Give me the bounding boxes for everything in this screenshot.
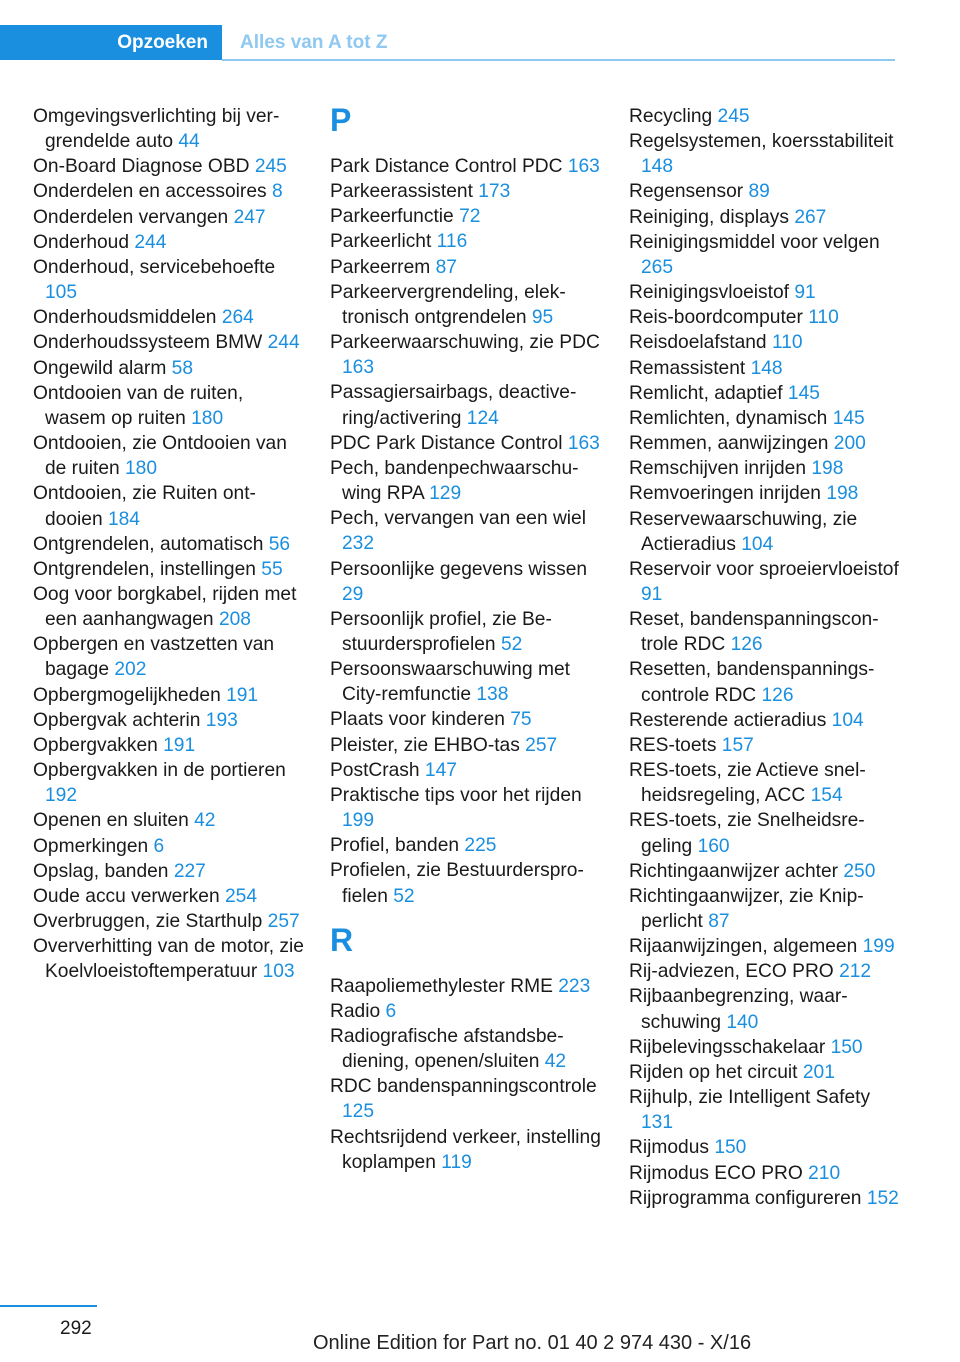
index-term: Opmerkingen bbox=[33, 835, 149, 857]
index-term: Ontdooien, zie Ruiten ontdooien bbox=[33, 483, 256, 530]
page-reference-link[interactable]: 244 bbox=[134, 231, 167, 253]
page-reference-link[interactable]: 116 bbox=[436, 231, 468, 253]
index-term: Ongewild alarm bbox=[33, 357, 167, 379]
page-reference-link[interactable]: 104 bbox=[741, 533, 774, 555]
index-entry bbox=[33, 582, 305, 632]
index-term: Remassistent bbox=[629, 357, 746, 379]
page-reference-link[interactable]: 180 bbox=[125, 458, 158, 480]
index-entry bbox=[629, 129, 901, 179]
index-term: Regelsystemen, koersstabiliteit bbox=[629, 131, 894, 153]
header-divider bbox=[222, 59, 895, 61]
index-entry bbox=[330, 380, 602, 430]
index-entry bbox=[330, 204, 602, 229]
index-term: Reservoir voor sproeiervloeistof bbox=[629, 558, 899, 580]
page-reference-link[interactable]: 44 bbox=[178, 131, 200, 153]
index-entry bbox=[629, 657, 901, 707]
index-term: Radio bbox=[330, 1000, 381, 1022]
page-reference-link[interactable]: 208 bbox=[218, 609, 251, 631]
index-term: Onderhoud, servicebehoefte bbox=[33, 256, 276, 278]
index-entry bbox=[330, 557, 602, 607]
page-reference-link[interactable]: 202 bbox=[114, 659, 147, 681]
index-column-1 bbox=[33, 104, 305, 984]
page-reference-link[interactable]: 52 bbox=[500, 633, 523, 655]
header-bar bbox=[0, 25, 895, 62]
page-reference-link[interactable]: 163 bbox=[567, 432, 600, 454]
index-term: RES-toets, zie Snelheidsregeling bbox=[629, 810, 865, 857]
index-entry bbox=[330, 506, 602, 556]
index-term: Ontdooien van de ruiten, wasem op ruiten bbox=[33, 382, 244, 429]
page-reference-link[interactable]: 198 bbox=[811, 458, 844, 480]
index-entry bbox=[33, 884, 305, 909]
index-entry bbox=[33, 632, 305, 682]
index-term: RDC bandenspanningscontrole bbox=[330, 1076, 597, 1098]
index-term: RES-toets, zie Actieve snelheidsregeling, ACC bbox=[629, 760, 866, 807]
index-term: PDC Park Distance Control bbox=[330, 432, 563, 454]
index-term: Rijmodus bbox=[629, 1137, 709, 1159]
index-entry bbox=[330, 999, 602, 1024]
index-entry bbox=[330, 607, 602, 657]
index-entry bbox=[629, 1060, 901, 1085]
page-reference-link[interactable]: 184 bbox=[107, 508, 140, 530]
index-entry bbox=[33, 683, 305, 708]
index-term: Onderhoudssysteem BMW bbox=[33, 332, 263, 354]
page-reference-link[interactable]: 150 bbox=[830, 1036, 863, 1058]
index-term: Parkeervergrendeling, elektronisch ontgrendelen bbox=[330, 281, 566, 328]
page-reference-link[interactable]: 147 bbox=[424, 759, 457, 781]
index-term: Passagiersairbags, deactivering/activering bbox=[330, 382, 577, 429]
index-term: Parkeerwaarschuwing, zie PDC bbox=[330, 332, 600, 354]
index-entry bbox=[330, 154, 602, 179]
footer-rule bbox=[0, 1305, 97, 1307]
index-entry bbox=[629, 507, 901, 557]
page-reference-link[interactable]: 244 bbox=[267, 332, 300, 354]
page-reference-link[interactable]: 193 bbox=[205, 709, 238, 731]
index-term: Reisdoelafstand bbox=[629, 332, 767, 354]
index-entry bbox=[629, 104, 901, 129]
page-reference-link[interactable]: 6 bbox=[385, 1000, 397, 1022]
index-column-3 bbox=[629, 104, 901, 1211]
page-reference-link[interactable]: 119 bbox=[441, 1151, 472, 1173]
index-entry bbox=[629, 557, 901, 607]
index-term: Regensensor bbox=[629, 181, 744, 203]
page-reference-link[interactable]: 138 bbox=[476, 684, 509, 706]
index-term: Remlichten, dynamisch bbox=[629, 407, 828, 429]
index-entry bbox=[629, 481, 901, 506]
index-entry bbox=[629, 884, 901, 934]
page-number: 292 bbox=[60, 1318, 92, 1339]
index-term: Persoonlijk profiel, zie Bestuurdersprofielen bbox=[330, 608, 552, 655]
index-term: Resetten, bandenspanningscontrole RDC bbox=[629, 659, 875, 706]
index-entry bbox=[33, 205, 305, 230]
index-term: Richtingaanwijzer, zie Knipperlicht bbox=[629, 885, 864, 932]
index-term: Onderdelen vervangen bbox=[33, 206, 229, 228]
index-entry bbox=[330, 1024, 602, 1074]
index-term: Richtingaanwijzer achter bbox=[629, 860, 839, 882]
index-entry bbox=[629, 330, 901, 355]
index-term: On-Board Diagnose OBD bbox=[33, 156, 250, 178]
page-reference-link[interactable]: 254 bbox=[224, 885, 257, 907]
index-term: Oog voor borgkabel, rijden met een aanhangwagen bbox=[33, 583, 297, 631]
index-entry bbox=[629, 1135, 901, 1160]
index-entry bbox=[629, 305, 901, 330]
index-term: Remlicht, adaptief bbox=[629, 382, 783, 404]
index-term: Remmen, aanwijzingen bbox=[629, 433, 829, 455]
index-entry bbox=[33, 733, 305, 758]
index-entry bbox=[33, 431, 305, 481]
index-term: Openen en sluiten bbox=[33, 810, 189, 832]
page-reference-link[interactable]: 157 bbox=[721, 734, 754, 756]
index-term: Profielen, zie Bestuurdersprofielen bbox=[330, 860, 584, 907]
page-reference-link[interactable]: 110 bbox=[808, 307, 839, 329]
index-entry bbox=[330, 733, 602, 758]
index-term: Persoonlijke gegevens wissen bbox=[330, 558, 588, 580]
page-reference-link[interactable]: 126 bbox=[761, 684, 794, 706]
index-entry bbox=[33, 909, 305, 934]
index-term: Plaats voor kinderen bbox=[330, 709, 505, 731]
index-term: Overbruggen, zie Starthulp bbox=[33, 911, 263, 932]
index-term: Recycling bbox=[629, 106, 713, 127]
page-reference-link[interactable]: 163 bbox=[342, 357, 375, 379]
index-term: Parkeerrem bbox=[330, 256, 431, 278]
index-term: Persoonswaarschuwing met City-remfunctie bbox=[330, 659, 570, 706]
index-term: Opbergvakken bbox=[33, 734, 158, 756]
page-reference-link[interactable]: 87 bbox=[435, 256, 457, 278]
index-term: Rijprogramma configureren bbox=[629, 1187, 862, 1209]
index-entry bbox=[330, 858, 602, 908]
page-reference-link[interactable]: 160 bbox=[697, 835, 730, 857]
index-term: Oude accu verwerken bbox=[33, 885, 220, 907]
page-reference-link[interactable]: 247 bbox=[233, 206, 266, 228]
page-reference-link[interactable]: 6 bbox=[153, 835, 165, 857]
tab-opzoeken[interactable]: Opzoeken bbox=[0, 25, 222, 60]
index-term: Onderhoud bbox=[33, 231, 130, 253]
index-term: Resterende actieradius bbox=[629, 709, 827, 731]
index-entry bbox=[33, 330, 305, 355]
index-entry bbox=[330, 179, 602, 204]
index-entry bbox=[33, 859, 305, 884]
index-term: Rij-adviezen, ECO PRO bbox=[629, 961, 834, 983]
page-reference-link[interactable]: 152 bbox=[866, 1187, 899, 1209]
index-term: Pech, bandenpechwaarschuwing RPA bbox=[330, 457, 579, 505]
index-term: Reservewaarschuwing, zie Actieradius bbox=[629, 508, 858, 555]
page-reference-link[interactable]: 129 bbox=[429, 483, 462, 505]
index-term: Onderdelen en accessoires bbox=[33, 181, 267, 203]
page-reference-link[interactable]: 126 bbox=[730, 634, 763, 656]
index-entry bbox=[330, 783, 602, 833]
index-entry bbox=[629, 859, 901, 884]
index-term: Reinigingsvloeistof bbox=[629, 282, 789, 304]
page-reference-link[interactable]: 42 bbox=[194, 810, 216, 832]
page-reference-link[interactable]: 91 bbox=[794, 282, 816, 304]
index-term: Onderhoudsmiddelen bbox=[33, 307, 217, 329]
page-reference-link[interactable]: 103 bbox=[262, 961, 295, 983]
index-term: Rijhulp, zie Intelligent Safety bbox=[629, 1087, 871, 1109]
index-entry bbox=[629, 406, 901, 431]
index-entry bbox=[629, 934, 901, 959]
index-term: Opbergmogelijkheden bbox=[33, 684, 221, 706]
page-reference-link[interactable]: 257 bbox=[525, 734, 558, 756]
tab-alles-van-a-tot-z[interactable]: Alles van A tot Z bbox=[240, 31, 388, 53]
page-reference-link[interactable]: 29 bbox=[342, 583, 364, 605]
page-reference-link[interactable]: 225 bbox=[464, 835, 497, 857]
page-reference-link[interactable]: 87 bbox=[708, 911, 730, 932]
index-term: Remvoeringen inrijden bbox=[629, 483, 821, 505]
index-entry bbox=[629, 456, 901, 481]
index-entry bbox=[33, 154, 305, 179]
index-entry bbox=[330, 229, 602, 254]
page-reference-link[interactable]: 105 bbox=[45, 282, 78, 304]
page-reference-link[interactable]: 201 bbox=[802, 1061, 835, 1083]
index-term: Oververhitting van de motor, zie Koelvloeistoftemperatuur bbox=[33, 936, 304, 983]
index-term: Reis-boordcomputer bbox=[629, 307, 803, 329]
page-reference-link[interactable]: 110 bbox=[771, 332, 803, 354]
page-reference-link[interactable]: 148 bbox=[750, 357, 783, 379]
index-entry bbox=[330, 1125, 602, 1175]
page-reference-link[interactable]: 163 bbox=[567, 156, 600, 177]
index-term: Profiel, banden bbox=[330, 835, 460, 857]
index-term: Ontgrendelen, automatisch bbox=[33, 533, 264, 555]
index-term: Rijden op het circuit bbox=[629, 1061, 798, 1083]
index-entry bbox=[33, 230, 305, 255]
index-entry bbox=[330, 758, 602, 783]
index-entry bbox=[330, 330, 602, 380]
page-reference-link[interactable]: 72 bbox=[459, 206, 481, 228]
page-reference-link[interactable]: 191 bbox=[226, 684, 259, 706]
index-term: Parkeerassistent bbox=[330, 181, 473, 203]
index-term: Opbergvakken in de portieren bbox=[33, 760, 286, 782]
index-entry bbox=[629, 1161, 901, 1186]
page-reference-link[interactable]: 145 bbox=[832, 407, 865, 429]
index-entry bbox=[330, 974, 602, 999]
index-term: PostCrash bbox=[330, 759, 420, 781]
page-reference-link[interactable]: 199 bbox=[342, 810, 375, 832]
index-column-2 bbox=[330, 104, 602, 1175]
page-reference-link[interactable]: 245 bbox=[254, 156, 287, 178]
page-reference-link[interactable]: 199 bbox=[862, 936, 895, 958]
index-entry bbox=[629, 356, 901, 381]
page-reference-link[interactable]: 232 bbox=[342, 533, 375, 555]
index-entry bbox=[33, 708, 305, 733]
index-term: Ontdooien, zie Ontdooien van de ruiten bbox=[33, 433, 287, 480]
index-term: Opslag, banden bbox=[33, 860, 169, 882]
section-letter-r: R bbox=[330, 921, 354, 958]
index-term: Reinigingsmiddel voor velgen bbox=[629, 231, 880, 253]
page-reference-link[interactable]: 95 bbox=[531, 306, 554, 328]
page-reference-link[interactable]: 58 bbox=[171, 357, 193, 379]
index-entry bbox=[629, 984, 901, 1034]
page-reference-link[interactable]: 223 bbox=[558, 975, 591, 997]
page-reference-link[interactable]: 131 bbox=[641, 1112, 674, 1134]
page-reference-link[interactable]: 192 bbox=[45, 785, 78, 807]
index-entry bbox=[330, 833, 602, 858]
page-reference-link[interactable]: 200 bbox=[833, 433, 866, 455]
index-entry bbox=[330, 1074, 602, 1124]
page-reference-link[interactable]: 191 bbox=[163, 734, 196, 756]
page-reference-link[interactable]: 264 bbox=[221, 307, 254, 329]
index-entry bbox=[629, 959, 901, 984]
index-term: Raapoliemethylester RME bbox=[330, 975, 553, 997]
index-entry bbox=[629, 708, 901, 733]
index-entry bbox=[33, 532, 305, 557]
page-reference-link[interactable]: 145 bbox=[787, 382, 820, 404]
index-entry bbox=[629, 431, 901, 456]
page-reference-link[interactable]: 125 bbox=[342, 1101, 375, 1123]
index-term: RES-toets bbox=[629, 734, 717, 756]
page-reference-link[interactable]: 227 bbox=[173, 860, 206, 882]
index-entry bbox=[629, 1186, 901, 1211]
index-entry bbox=[33, 255, 305, 305]
page-reference-link[interactable]: 8 bbox=[271, 181, 283, 203]
page-reference-link[interactable]: 245 bbox=[717, 106, 750, 127]
index-term: Rijbelevingsschakelaar bbox=[629, 1036, 826, 1058]
index-entry bbox=[629, 280, 901, 305]
index-entry bbox=[33, 104, 305, 154]
index-term: Park Distance Control PDC bbox=[330, 156, 563, 177]
index-term: Pech, vervangen van een wiel bbox=[330, 508, 586, 530]
index-entry bbox=[629, 179, 901, 204]
index-entry bbox=[33, 934, 305, 984]
index-term: Parkeerlicht bbox=[330, 231, 432, 253]
page-reference-link[interactable]: 150 bbox=[714, 1137, 747, 1159]
index-term: Reset, bandenspanningscontrole RDC bbox=[629, 609, 879, 656]
page-reference-link[interactable]: 52 bbox=[393, 885, 415, 907]
index-entry bbox=[33, 481, 305, 531]
index-entry bbox=[629, 733, 901, 758]
edition-note: Online Edition for Part no. 01 40 2 974 430 - X/16 bbox=[313, 1332, 752, 1354]
page-reference-link[interactable]: 210 bbox=[808, 1162, 841, 1184]
index-entry bbox=[629, 808, 901, 858]
index-term: Praktische tips voor het rijden bbox=[330, 784, 582, 806]
index-term: Radiografische afstandsbediening, openen/sluiten bbox=[330, 1026, 564, 1073]
index-term: Parkeerfunctie bbox=[330, 206, 454, 228]
page-reference-link[interactable]: 180 bbox=[191, 407, 224, 429]
index-term: Ontgrendelen, instellingen bbox=[33, 558, 256, 580]
index-term: Rijbaanbegrenzing, waarschuwing bbox=[629, 986, 848, 1033]
index-entry bbox=[629, 205, 901, 230]
index-term: Rijaanwijzingen, algemeen bbox=[629, 936, 858, 958]
index-entry bbox=[33, 834, 305, 859]
page-reference-link[interactable]: 148 bbox=[641, 156, 674, 178]
index-term: Opbergvak achterin bbox=[33, 709, 201, 731]
index-entry bbox=[330, 707, 602, 732]
page-reference-link[interactable]: 212 bbox=[839, 961, 872, 983]
page-reference-link[interactable]: 75 bbox=[510, 709, 532, 731]
index-entry bbox=[33, 381, 305, 431]
index-term: Omgevingsverlichting bij vergrendelde auto bbox=[33, 106, 280, 153]
page-reference-link[interactable]: 104 bbox=[831, 709, 864, 731]
index-entry bbox=[33, 305, 305, 330]
index-term: Opbergen en vastzetten van bagage bbox=[33, 634, 275, 681]
index-entry bbox=[33, 758, 305, 808]
index-entry bbox=[629, 1035, 901, 1060]
page-reference-link[interactable]: 154 bbox=[810, 785, 843, 807]
page-reference-link[interactable]: 267 bbox=[794, 206, 827, 228]
page-reference-link[interactable]: 91 bbox=[641, 583, 663, 605]
index-term: Rijmodus ECO PRO bbox=[629, 1162, 803, 1184]
index-term: Rechtsrijdend verkeer, instelling koplampen bbox=[330, 1126, 601, 1173]
index-term: Remschijven inrijden bbox=[629, 458, 807, 480]
page-reference-link[interactable]: 257 bbox=[267, 911, 300, 932]
index-entry bbox=[629, 607, 901, 657]
index-term: Pleister, zie EHBO-tas bbox=[330, 734, 520, 756]
page-reference-link[interactable]: 173 bbox=[478, 181, 511, 203]
index-entry bbox=[33, 356, 305, 381]
page-reference-link[interactable]: 265 bbox=[641, 256, 674, 278]
index-entry bbox=[330, 456, 602, 506]
page-reference-link[interactable]: 140 bbox=[726, 1011, 759, 1033]
index-entry bbox=[330, 280, 602, 330]
page-reference-link[interactable]: 198 bbox=[826, 483, 859, 505]
index-entry bbox=[330, 255, 602, 280]
index-term: Reiniging, displays bbox=[629, 206, 789, 228]
section-letter-p: P bbox=[330, 102, 352, 138]
index-entry bbox=[629, 758, 901, 808]
page-reference-link[interactable]: 55 bbox=[261, 558, 283, 580]
page-reference-link[interactable]: 42 bbox=[544, 1051, 567, 1073]
page-reference-link[interactable]: 89 bbox=[748, 181, 770, 203]
index-entry bbox=[330, 657, 602, 707]
page-reference-link[interactable]: 250 bbox=[843, 860, 876, 882]
index-entry bbox=[33, 808, 305, 833]
index-entry bbox=[629, 381, 901, 406]
index-entry bbox=[33, 557, 305, 582]
index-entry bbox=[330, 431, 602, 456]
index-entry bbox=[629, 1085, 901, 1135]
page-reference-link[interactable]: 124 bbox=[466, 407, 499, 429]
index-entry bbox=[629, 230, 901, 280]
page-reference-link[interactable]: 56 bbox=[268, 533, 291, 555]
index-entry bbox=[33, 179, 305, 204]
